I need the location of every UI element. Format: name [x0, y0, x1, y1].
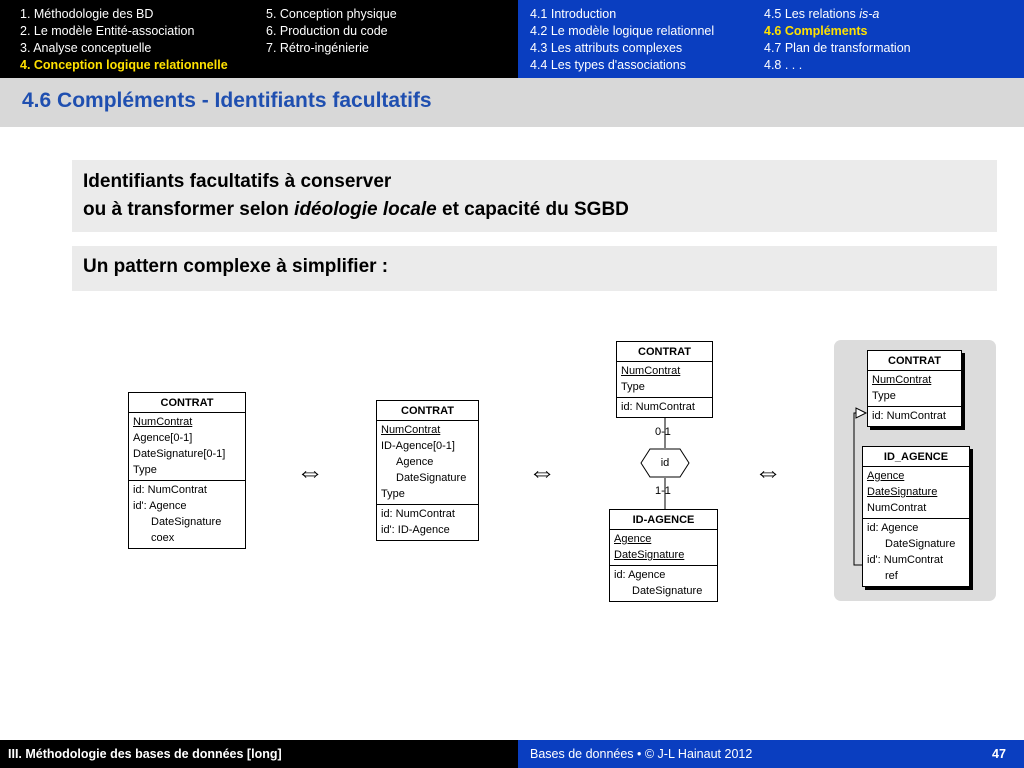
entity-identifier: id: NumContrat [621, 401, 695, 413]
nav-link-chapter-7[interactable]: 7. Rétro-ingénierie [266, 41, 369, 55]
nav-link-section-4-7[interactable]: 4.7 Plan de transformation [764, 41, 911, 55]
entity-identifier: id: NumContrat [381, 508, 455, 520]
nav-link-section-4-1[interactable]: 4.1 Introduction [530, 7, 617, 21]
footer-copyright: Bases de données • © J-L Hainaut 2012 [530, 747, 753, 761]
entity-identifier: id: Agence [867, 522, 919, 534]
nav-link-section-4-5-label: 4.5 Les relations [764, 7, 860, 21]
entity-contrat-4[interactable] [867, 350, 962, 427]
entity-attribute: Agence[0-1] [133, 432, 193, 444]
entity-contrat-3[interactable] [616, 341, 713, 418]
entity-name: CONTRAT [617, 342, 712, 362]
entity-contrat-2[interactable] [376, 400, 479, 541]
nav-link-section-4-4[interactable]: 4.4 Les types d'associations [530, 58, 686, 72]
entity-identifiers [863, 518, 969, 586]
statement-line-2-italic: idéologie locale [294, 199, 437, 220]
entity-identifiers [868, 406, 961, 426]
footer-page-number: 47 [992, 747, 1006, 761]
entity-contrat-1[interactable] [128, 392, 246, 549]
equivalence-symbol-1: ⇔ [296, 456, 324, 487]
entity-attribute: ID-Agence[0-1] [381, 440, 455, 452]
equivalence-symbol-3: ⇔ [754, 456, 782, 487]
entity-attribute: Agence [614, 533, 652, 545]
nav-link-section-4-6-current[interactable]: 4.6 Compléments [764, 24, 868, 38]
entity-attribute: DateSignature [867, 486, 938, 498]
entity-identifier: id': Agence [133, 500, 187, 512]
role-cardinality-top: 0-1 [655, 426, 671, 438]
entity-sub-attribute: DateSignature [396, 472, 467, 484]
entity-attribute: Type [381, 488, 405, 500]
entity-identifier: id: NumContrat [133, 484, 207, 496]
nav-link-chapter-5[interactable]: 5. Conception physique [266, 7, 397, 21]
entity-identifier: id: NumContrat [872, 410, 946, 422]
entity-identifier-component: DateSignature [632, 585, 703, 597]
nav-link-section-4-8[interactable]: 4.8 . . . [764, 58, 803, 72]
entity-attributes [610, 530, 717, 565]
nav-link-chapter-1[interactable]: 1. Méthodologie des BD [20, 7, 154, 21]
entity-attribute: NumContrat [867, 502, 927, 514]
entity-identifier-constraint: coex [151, 532, 175, 544]
role-cardinality-bottom: 1-1 [655, 485, 671, 497]
entity-attribute: NumContrat [872, 374, 932, 386]
entity-name: ID-AGENCE [610, 510, 717, 530]
relationship-label[interactable]: id [660, 457, 670, 469]
footer-course-title: III. Méthodologie des bases de données [long] [8, 747, 282, 761]
entity-attributes [863, 467, 969, 518]
entity-identifiers [377, 504, 478, 540]
entity-attribute: DateSignature [614, 549, 685, 561]
equivalence-symbol-2: ⇔ [528, 456, 556, 487]
statement-line-2-suffix: et capacité du SGBD [436, 199, 629, 220]
entity-identifier: id': ID-Agence [381, 524, 450, 536]
entity-identifier-constraint: ref [885, 570, 898, 582]
entity-identifier: id': NumContrat [867, 554, 944, 566]
nav-link-section-4-2[interactable]: 4.2 Le modèle logique relationnel [530, 24, 715, 38]
entity-attribute: Type [133, 464, 157, 476]
entity-identifier: id: Agence [614, 569, 666, 581]
entity-attributes [377, 421, 478, 504]
entity-name: CONTRAT [868, 351, 961, 371]
nav-link-chapter-4-current[interactable]: 4. Conception logique relationnelle [20, 58, 228, 72]
entity-attribute: Type [872, 390, 896, 402]
entity-sub-attribute: Agence [396, 456, 434, 468]
entity-name: CONTRAT [377, 401, 478, 421]
entity-attributes [868, 371, 961, 406]
entity-attribute: NumContrat [621, 365, 681, 377]
nav-link-chapter-3[interactable]: 3. Analyse conceptuelle [20, 41, 152, 55]
entity-attribute: DateSignature[0-1] [133, 448, 226, 460]
nav-link-chapter-6[interactable]: 6. Production du code [266, 24, 388, 38]
entity-attribute: NumContrat [133, 416, 193, 428]
ref-arrow-head [856, 408, 866, 418]
entity-name: ID_AGENCE [863, 447, 969, 467]
entity-identifier-component: DateSignature [151, 516, 222, 528]
entity-id-agence-2[interactable] [862, 446, 970, 587]
entity-attribute: NumContrat [381, 424, 441, 436]
entity-identifiers [129, 480, 245, 548]
entity-attributes [617, 362, 712, 397]
entity-id-agence[interactable] [609, 509, 718, 602]
entity-attribute: Type [621, 381, 645, 393]
entity-identifier-component: DateSignature [885, 538, 956, 550]
entity-attribute: Agence [867, 470, 905, 482]
entity-identifiers [617, 397, 712, 417]
nav-link-section-4-5-italic: is-a [859, 7, 880, 21]
nav-link-chapter-2[interactable]: 2. Le modèle Entité-association [20, 24, 195, 38]
entity-attributes [129, 413, 245, 480]
nav-link-section-4-3[interactable]: 4.3 Les attributs complexes [530, 41, 683, 55]
pattern-heading: Un pattern complexe à simplifier : [83, 256, 389, 277]
statement-line-1: Identifiants facultatifs à conserver [83, 171, 392, 192]
entity-identifiers [610, 565, 717, 601]
entity-name: CONTRAT [129, 393, 245, 413]
frame-title: 4.6 Compléments - Identifiants facultatifs [22, 89, 432, 112]
statement-line-2-prefix: ou à transformer selon [83, 199, 295, 220]
